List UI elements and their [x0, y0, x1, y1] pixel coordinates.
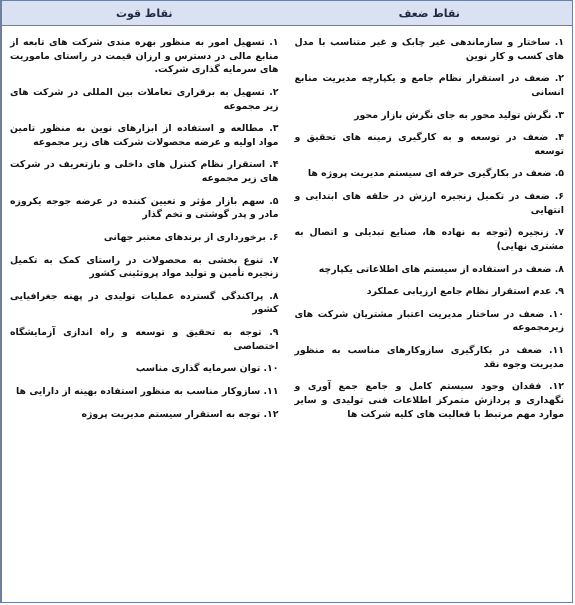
weakness-item: ۲. ضعف در استقرار نظام جامع و یکپارچه مدیریت منابع انسانی [294, 73, 564, 98]
strength-item: ۸. پراکندگی گسترده عملیات تولیدی در پهنه جغرافیایی کشور [10, 290, 279, 316]
weakness-item: ۷. زنجیره (توجه به نهاده ها، صنایع تبدیلی و اتصال به مشتری نهایی) [294, 227, 564, 252]
strength-item: ۱۲. توجه به استقرار سیستم مدیریت پروژه [81, 408, 279, 420]
weakness-item: ۹. عدم استقرار نظام جامع ارزیابی عملکرد [366, 286, 564, 298]
strength-item: ۱. تسهیل امور به منظور بهره مندی شرکت های تابعه از منابع مالی در دسترس و ارزان قیمت در راستای ماموریت های سرمایه گذاری شرکت. [10, 37, 279, 76]
strengths-column [1, 1, 287, 602]
strengths-header: نقاط قوت [2, 1, 287, 26]
weaknesses-column [287, 1, 573, 602]
weakness-item: ۵. ضعف در بکارگیری حرفه ای سیستم مدیریت پروژه ها [307, 168, 564, 180]
weaknesses-list [287, 26, 573, 602]
strength-item: ۶. برخورداری از برندهای معتبر جهانی [103, 231, 279, 243]
strengths-list [2, 26, 287, 602]
weakness-item: ۱۱. ضعف در بکارگیری سازوکارهای مناسب به منظور مدیریت وجوه نقد [294, 345, 564, 370]
strength-item: ۵. سهم بازار مؤثر و تعیین کننده در عرضه جوجه یکروزه مادر و پدر گوشتی و تخم گذار [10, 195, 279, 221]
weakness-item: ۱۲. فقدان وجود سیستم کامل و جامع جمع آوری و نگهداری و پردازش متمرکز اطلاعات فنی تولیدی و سایر موارد مهم مرتبط با فعالیت های کلیه شرکت ها [294, 381, 564, 420]
strength-item: ۴. استقرار نظام کنترل های داخلی و بازتعریف در شرکت های زیر مجموعه [10, 159, 279, 184]
weakness-item: ۱. ساختار و سازماندهی غیر چابک و غیر متناسب با مدل های کسب و کار نوین [294, 37, 564, 62]
weaknesses-header: نقاط ضعف [287, 1, 573, 26]
strength-item: ۱۱. سازوکار مناسب به منظور استفاده بهینه از دارایی ها [16, 385, 279, 397]
strength-item: ۲. تسهیل به برقراری تعاملات بین المللی در شرکت های زیر مجموعه [10, 86, 279, 112]
weakness-item: ۳. نگرش تولید محور به جای نگرش بازار محور [354, 109, 564, 121]
weakness-item: ۸. ضعف در استفاده از سیستم های اطلاعاتی یکپارچه [318, 263, 564, 275]
strength-item: ۷. تنوع بخشی به محصولات در راستای کمک به تکمیل زنجیره تأمین و تولید مواد پروتئینی کشور [10, 254, 279, 280]
weakness-item: ۶. ضعف در تکمیل زنجیره ارزش در حلقه های ابتدایی و انتهایی [294, 191, 564, 216]
strength-item: ۹. توجه به تحقیق و توسعه و راه اندازی آزمایشگاه اختصاصی [10, 327, 279, 352]
weakness-item: ۴. ضعف در توسعه و به کارگیری زمینه های تحقیق و توسعه [294, 132, 564, 157]
strength-item: ۳. مطالعه و استفاده از ابزارهای نوین به منظور تامین مواد اولیه و عرضه محصولات شرکت های زیر مجموعه [10, 123, 279, 148]
weakness-item: ۱۰. ضعف در ساختار مدیریت اعتبار مشتریان شرکت های زیرمجموعه [294, 308, 564, 334]
strength-item: ۱۰. توان سرمایه گذاری مناسب [135, 363, 279, 375]
